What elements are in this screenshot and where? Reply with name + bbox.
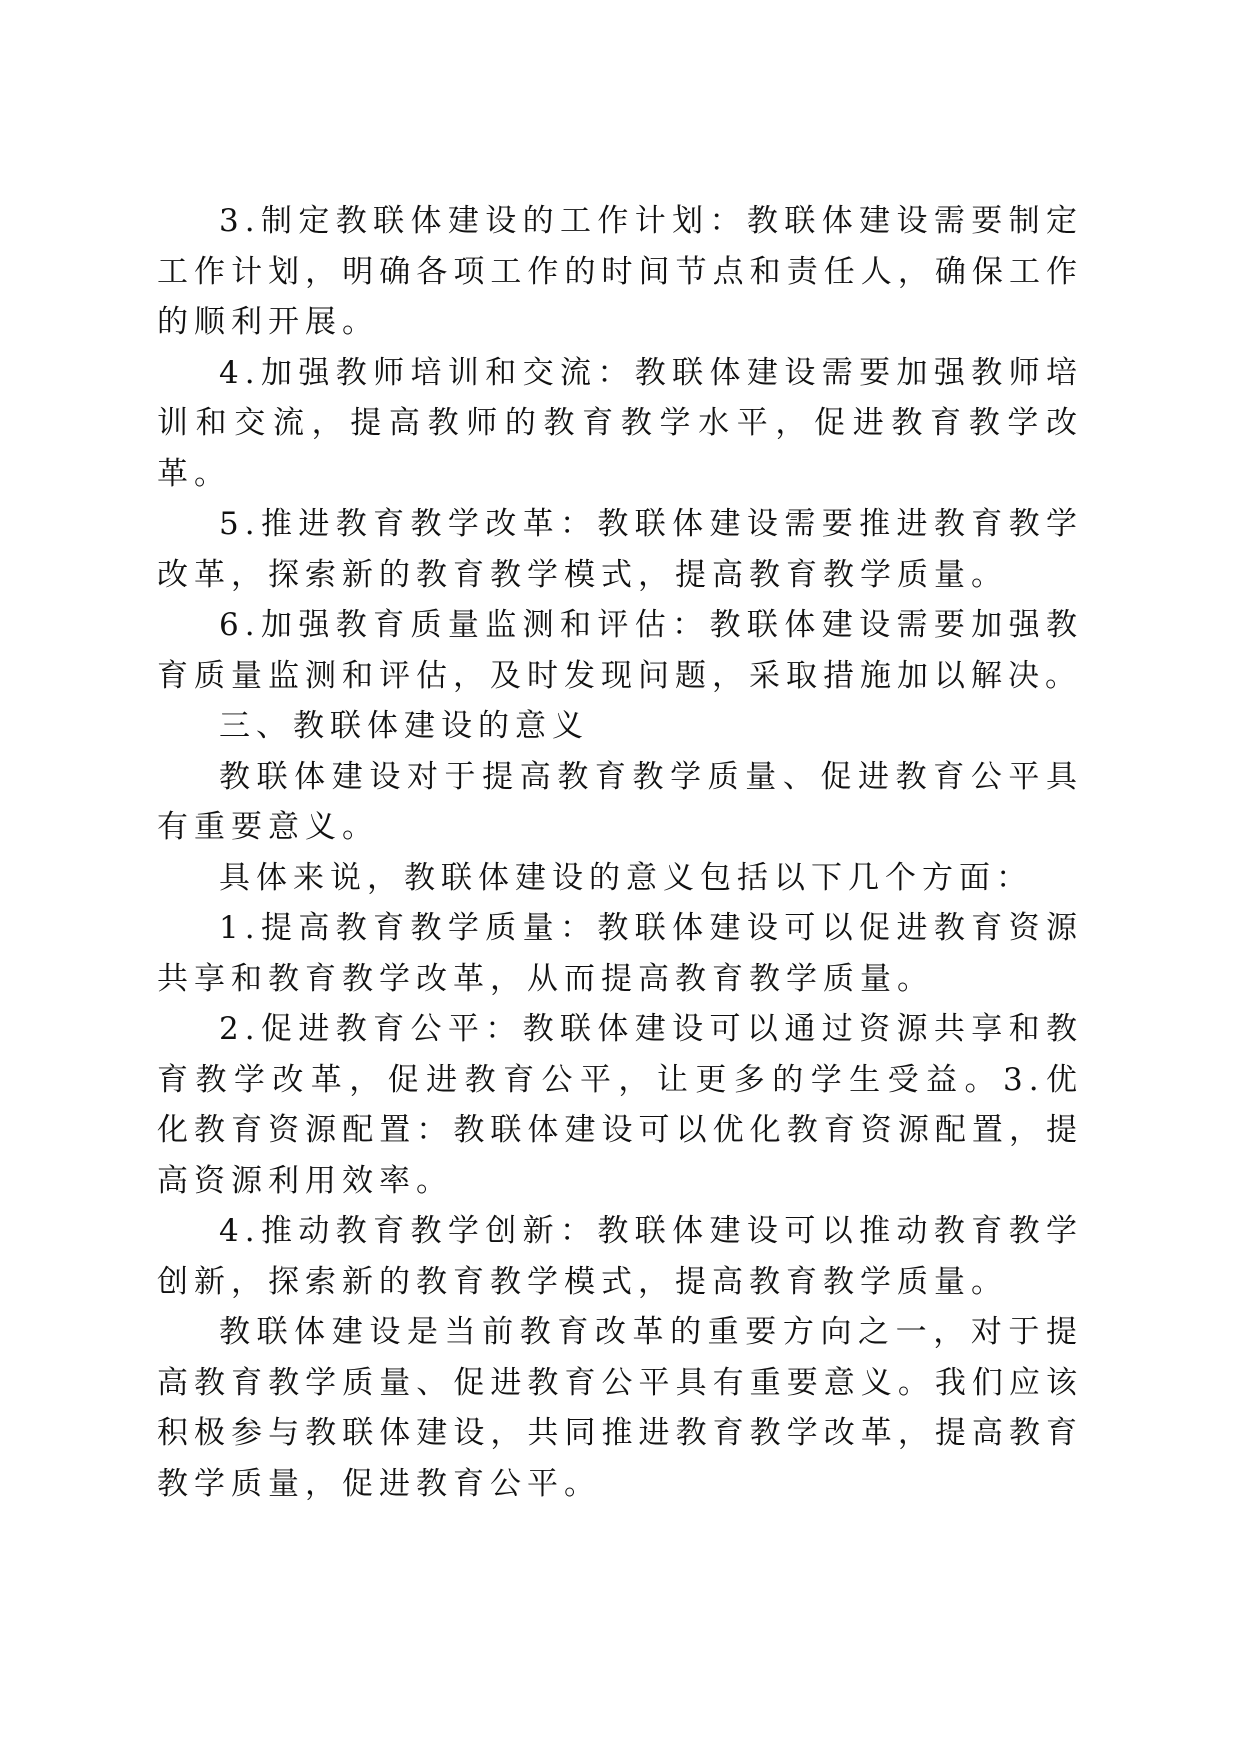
paragraph-significance-list-intro: 具体来说，教联体建设的意义包括以下几个方面： xyxy=(219,859,1033,896)
paragraph-quality-monitoring: 6.加强教育质量监测和评估：教联体建设需要加强教育质量监测和评估，及时发现问题，采取措施加以解决。 xyxy=(157,607,1083,694)
paragraph-innovation: 4.推动教育教学创新：教联体建设可以推动教育教学创新，探索新的教育教学模式，提高教育教学质量。 xyxy=(157,1213,1083,1300)
document-body xyxy=(157,196,1083,1509)
section-heading: 三、教联体建设的意义 xyxy=(219,708,589,744)
paragraph-equity-and-resources: 2.促进教育公平：教联体建设可以通过资源共享和教育教学改革，促进教育公平，让更多的学生受益。3.优化教育资源配置：教联体建设可以优化教育资源配置，提高资源利用效率。 xyxy=(157,1011,1083,1199)
paragraph-conclusion: 教联体建设是当前教育改革的重要方向之一，对于提高教育教学质量、促进教育公平具有重要意义。我们应该积极参与教联体建设，共同推进教育教学改革，提高教育教学质量，促进教育公平。 xyxy=(157,1314,1083,1502)
paragraph-improve-quality: 1.提高教育教学质量：教联体建设可以促进教育资源共享和教育教学改革，从而提高教育教学质量。 xyxy=(157,910,1083,997)
paragraph-teaching-reform: 5.推进教育教学改革：教联体建设需要推进教育教学改革，探索新的教育教学模式，提高教育教学质量。 xyxy=(157,506,1083,593)
paragraph-work-plan: 3.制定教联体建设的工作计划：教联体建设需要制定工作计划，明确各项工作的时间节点和责任人，确保工作的顺利开展。 xyxy=(157,203,1083,340)
paragraph-significance-intro: 教联体建设对于提高教育教学质量、促进教育公平具有重要意义。 xyxy=(157,758,1083,845)
paragraph-teacher-training: 4.加强教师培训和交流：教联体建设需要加强教师培训和交流，提高教师的教育教学水平，促进教育教学改革。 xyxy=(157,354,1083,492)
